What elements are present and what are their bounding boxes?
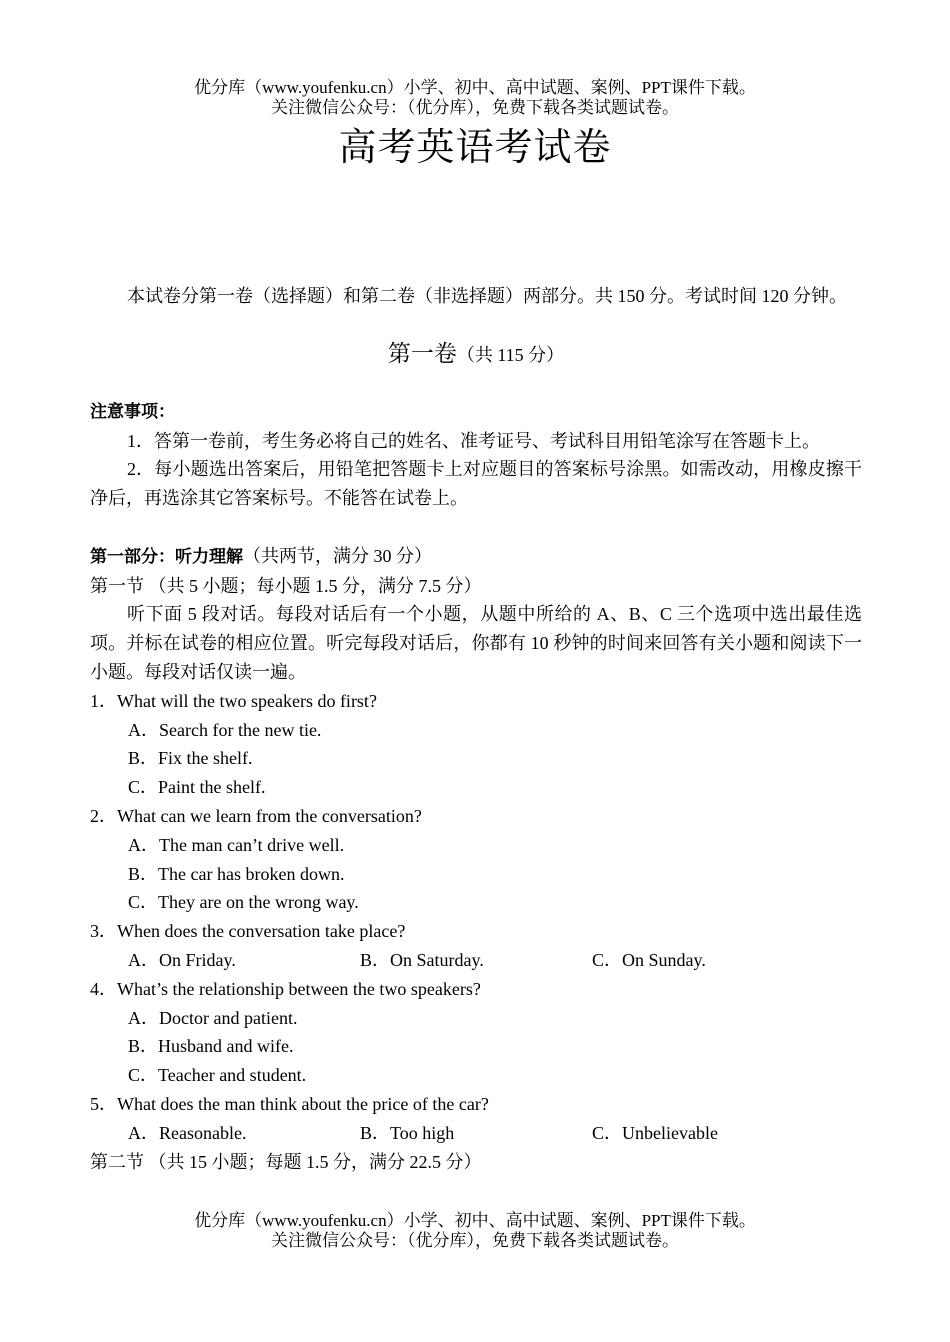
question-1-option-c: C．Paint the shelf.: [128, 777, 266, 798]
question-5-option-a: A．Reasonable.: [128, 1122, 247, 1143]
section-1-heading: 第一节 （共 5 小题；每小题 1.5 分，满分 7.5 分）: [90, 575, 482, 596]
header-line-1: 优分库（www.youfenku.cn）小学、初中、高中试题、案例、PPT课件下载。: [194, 78, 756, 97]
notes-item-1: 1．答第一卷前，考生务必将自己的姓名、准考证号、考试科目用铅笔涂写在答题卡上。: [127, 430, 820, 451]
question-4-option-a: A．Doctor and patient.: [128, 1007, 298, 1028]
question-1-option-b: B．Fix the shelf.: [128, 748, 253, 769]
volume-1-title-score: （共 115 分）: [456, 344, 565, 365]
header-line-2: 关注微信公众号：（优分库），免费下载各类试题试卷。: [271, 98, 679, 117]
question-2-option-c: C．They are on the wrong way.: [128, 892, 359, 913]
notes-item-2: 2．每小题选出答案后，用铅笔把答题卡上对应题目的答案标号涂黑。如需改动，用橡皮擦干净后，再选涂其它答案标号。不能答在试卷上。: [90, 459, 862, 509]
question-4-stem: 4．What’s the relationship between the two speakers?: [90, 978, 481, 999]
question-2-option-b: B．The car has broken down.: [128, 863, 345, 884]
part-1-heading: [90, 542, 862, 572]
part-1-heading-rest: （共两节，满分 30 分）: [243, 545, 432, 566]
notes-heading: 注意事项：: [90, 401, 175, 422]
footer-line-1: 优分库（www.youfenku.cn）小学、初中、高中试题、案例、PPT课件下载。: [194, 1211, 756, 1230]
volume-1-title: [90, 337, 862, 372]
footer-line-2: 关注微信公众号：（优分库），免费下载各类试题试卷。: [271, 1231, 679, 1250]
page-header: [0, 78, 950, 118]
question-3-option-c: C．On Sunday.: [592, 949, 706, 970]
question-4-option-c: C．Teacher and student.: [128, 1065, 307, 1086]
section-2-heading: 第二节 （共 15 小题；每题 1.5 分，满分 22.5 分）: [90, 1151, 482, 1172]
question-5-option-b: B．Too high: [360, 1122, 455, 1143]
section-1-instructions: 听下面 5 段对话。每段对话后有一个小题，从题中所给的 A、B、C 三个选项中选出最佳选项。并标在试卷的相应位置。听完每段对话后，你都有 10 秒钟的时间来回答有关小题和阅读下一小题。每段对话仅读一遍。: [90, 604, 862, 682]
volume-1-title-main: 第一卷: [387, 340, 457, 367]
part-1-heading-bold: 第一部分：听力理解: [90, 546, 243, 567]
question-3-option-b: B．On Saturday.: [360, 949, 484, 970]
question-2-stem: 2．What can we learn from the conversation?: [90, 805, 422, 826]
spacer: [90, 513, 862, 542]
question-3-stem: 3．When does the conversation take place?: [90, 921, 406, 942]
question-4-option-b: B．Husband and wife.: [128, 1036, 294, 1057]
question-2-option-a: A．The man can’t drive well.: [128, 834, 345, 855]
question-1-option-a: A．Search for the new tie.: [128, 719, 322, 740]
document-body: [90, 282, 862, 1176]
page-footer: [0, 1211, 950, 1251]
question-5-option-c: C．Unbelievable: [592, 1122, 718, 1143]
question-1-stem: 1．What will the two speakers do first?: [90, 690, 377, 711]
page-title: 高考英语考试卷: [338, 125, 612, 169]
intro-paragraph: 本试卷分第一卷（选择题）和第二卷（非选择题）两部分。共 150 分。考试时间 120 分钟。: [127, 286, 847, 306]
question-5-options: [90, 1119, 862, 1148]
question-3-option-a: A．On Friday.: [128, 949, 236, 970]
question-5-stem: 5．What does the man think about the price of the car?: [90, 1093, 489, 1114]
question-3-options: [90, 946, 862, 975]
